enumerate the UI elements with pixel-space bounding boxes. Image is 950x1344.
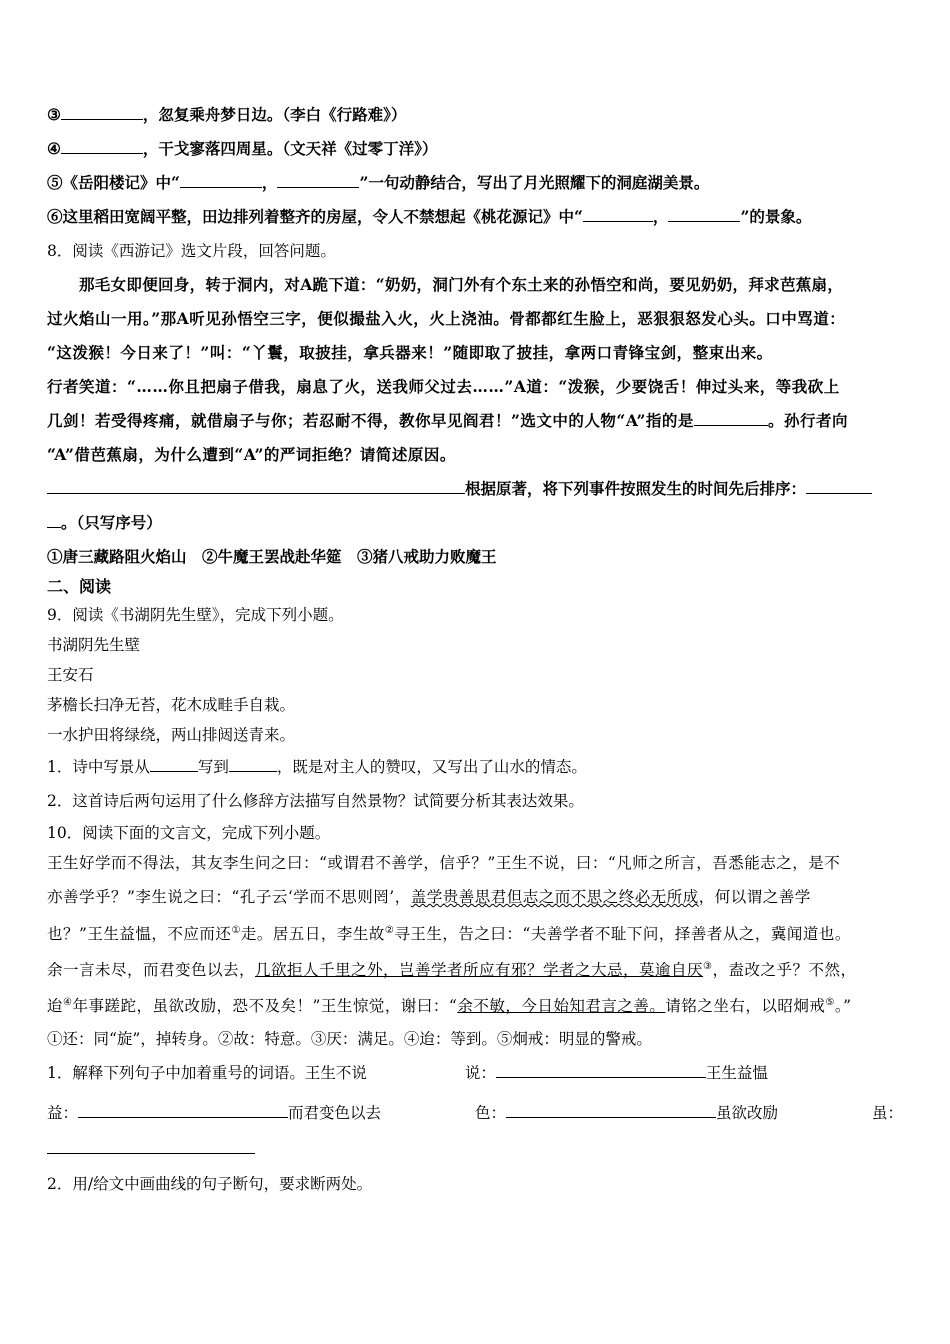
answer-blank[interactable] — [47, 475, 465, 494]
q7-item-6: ⑥这里稻田宽阔平整，田边排列着整齐的房屋，令人不禁想起《桃花源记》中“ ， ”的景象。 — [47, 200, 903, 234]
answer-blank[interactable] — [78, 1099, 288, 1118]
q10-passage-line: 王生好学而不得法，其友李生问之曰：“或谓君不善学，信乎？”王生不说，曰：“凡师之所言，吾悉能志之，是不 — [47, 854, 841, 872]
q10-title: 10．阅读下面的文言文，完成下列小题。 — [47, 824, 331, 842]
q10-passage-line: 余一言未尽，而君变色以去，几欲拒人千里之外，岂善学者所应有邪？学者之大忌，莫逾自厌③，盍改之乎？不然， — [47, 960, 857, 979]
q7-item-3: ③ ，忽复乘舟梦日边。（李白《行路难》） — [47, 98, 903, 132]
poem-title: 书湖阴先生壁 — [47, 636, 141, 654]
answer-blank[interactable] — [47, 509, 61, 528]
q8-answer-line: 。（只写序号） — [47, 506, 903, 540]
q8-passage-line: 行者笑道：“……你且把扇子借我，扇息了火，送我师父过去……”A道：“泼猴，少要饶舌！伸过头来，等我砍上 — [47, 377, 840, 396]
answer-blank[interactable] — [180, 169, 262, 188]
q7-item-5: ⑤《岳阳楼记》中“ ， ”一句动静结合，写出了月光照耀下的洞庭湖美景。 — [47, 166, 903, 200]
q8-answer-line: 根据原著，将下列事件按照发生的时间先后排序： — [47, 472, 903, 506]
answer-blank[interactable] — [47, 1135, 255, 1154]
q10-sub-question-1-cont: 益： 而君变色以去 色： 虽欲改励 虽： — [47, 1092, 903, 1134]
q8-passage-line: 那毛女即便回身，转于洞内，对A跪下道：“奶奶，洞门外有个东土来的孙悟空和尚，要见奶奶，拜求芭蕉扇， — [79, 275, 844, 294]
answer-blank[interactable] — [150, 753, 198, 772]
poem-line: 茅檐长扫净无苔，花木成畦手自栽。 — [47, 696, 296, 714]
q8-title: 8．阅读《西游记》选文片段，回答问题。 — [47, 242, 336, 260]
answer-blank[interactable] — [277, 169, 359, 188]
q10-sub-question-1-cont — [47, 1134, 903, 1164]
q8-events: ①唐三藏路阻火焰山 ②牛魔王罢战赴华筵 ③猪八戒助力败魔王 — [47, 547, 497, 566]
q8-passage-line: 过火焰山一用。”那A听见孙悟空三字，便似撮盐入火，火上浇油。骨都都红生脸上，恶狠狠怒发心头。口中骂道： — [47, 309, 846, 328]
section-title: 二、阅读 — [47, 577, 112, 596]
q10-passage-line: 亦善学乎？”李生说之曰：“孔子云‘学而不思则罔’，盖学贵善思君但志之而不思之终必无所成，何以谓之善学 — [47, 888, 811, 906]
q10-notes: ①还：同“旋”，掉转身。②故：特意。③厌：满足。④迨：等到。⑤炯戒：明显的警戒。 — [47, 1030, 652, 1048]
q7-item-4: ④ ，干戈寥落四周星。（文天祥《过零丁洋》） — [47, 132, 903, 166]
answer-blank[interactable] — [496, 1059, 706, 1078]
document-page — [47, 98, 903, 1204]
q8-passage-line: “这泼猴！今日来了！”叫：“丫鬟，取披挂，拿兵器来！”随即取了披挂，拿两口青锋宝剑，整束出来。 — [47, 343, 773, 362]
answer-blank[interactable] — [61, 135, 143, 154]
underlined-sentence: 余不敏，今日始知君言之善。 — [457, 997, 666, 1015]
poem-author: 王安石 — [47, 666, 94, 684]
underlined-sentence: 几欲拒人千里之外，岂善学者所应有邪？学者之大忌，莫逾自厌 — [255, 961, 704, 979]
q10-passage-line: 也？”王生益愠，不应而还①走。居五日，李生故②寻王生，告之曰：“夫善学者不耻下问，择善者从之，冀闻道也。 — [47, 924, 851, 943]
q9-sub-question-2: 2．这首诗后两句运用了什么修辞方法描写自然景物？试简要分析其表达效果。 — [47, 792, 584, 810]
q8-passage-line: 几剑！若受得疼痛，就借扇子与你；若忍耐不得，教你早见阎君！”选文中的人物“A”指的是 。孙行者向 — [47, 404, 903, 438]
q9-title: 9．阅读《书湖阴先生壁》，完成下列小题。 — [47, 606, 344, 624]
q8-passage-line: “A”借芭蕉扇，为什么遭到“A”的严词拒绝？请简述原因。 — [47, 445, 456, 464]
answer-blank[interactable] — [668, 203, 740, 222]
answer-blank[interactable] — [61, 101, 143, 120]
poem-line: 一水护田将绿绕，两山排闼送青来。 — [47, 726, 296, 744]
answer-blank[interactable] — [583, 203, 653, 222]
answer-blank[interactable] — [806, 475, 872, 494]
answer-blank[interactable] — [229, 753, 277, 772]
q10-passage-line: 迨④年事蹉跎，虽欲改励，恐不及矣！”王生惊觉，谢曰：“余不敏，今日始知君言之善。请铭之坐右，以昭炯戒⑤。” — [47, 996, 852, 1015]
q9-sub-question-1: 1．诗中写景从 写到 ，既是对主人的赞叹，又写出了山水的情态。 — [47, 750, 903, 784]
q10-sub-question-2: 2．用/给文中画曲线的句子断句，要求断两处。 — [47, 1175, 373, 1193]
answer-blank[interactable] — [694, 407, 768, 426]
q10-sub-question-1: 1．解释下列句子中加着重号的词语。王生不说 说： 王生益愠 — [47, 1054, 903, 1092]
wavy-underlined-sentence: 盖学贵善思君但志之而不思之终必无所成 — [410, 888, 699, 906]
answer-blank[interactable] — [506, 1099, 716, 1118]
